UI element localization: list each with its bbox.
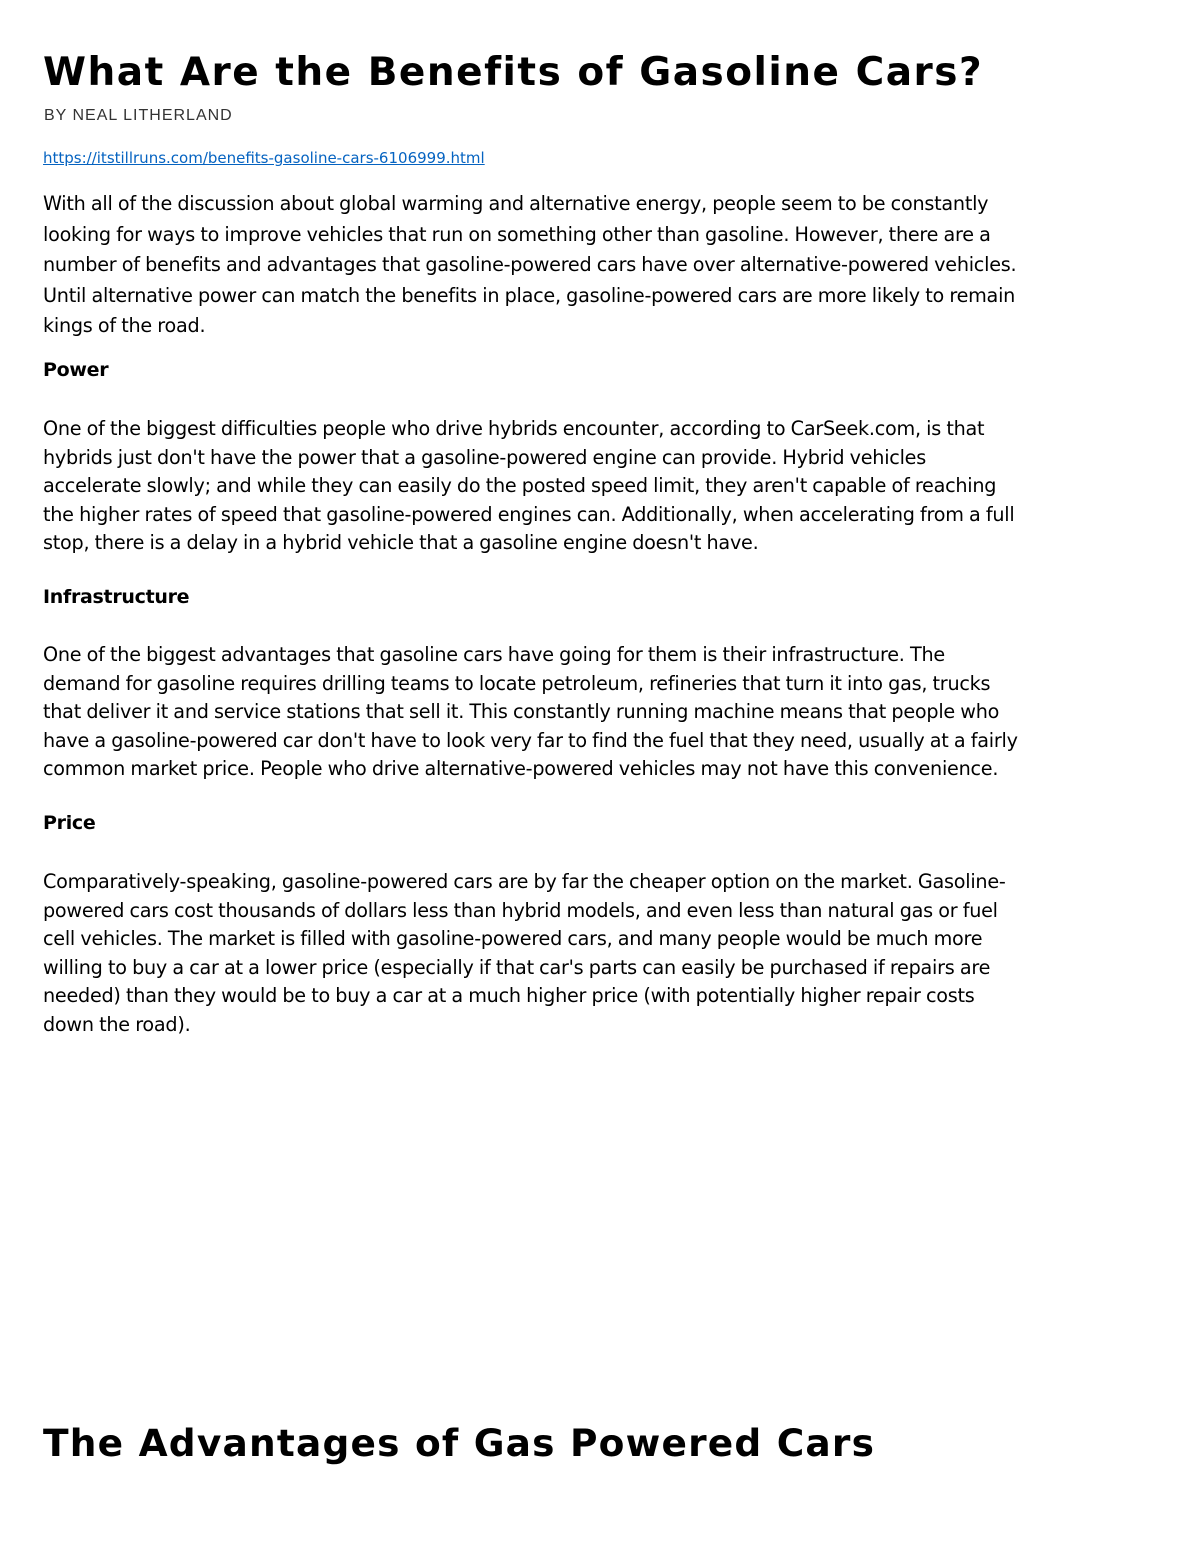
section-heading-power: Power [43, 359, 109, 381]
paragraph-line: the higher rates of speed that gasoline-powered engines can. Additionally, when accelerating from a full [43, 502, 1015, 526]
paragraph-line: cell vehicles. The market is filled with gasoline-powered cars, and many people would be much more [43, 927, 983, 950]
paragraph-line: looking for ways to improve vehicles that run on something other than gasoline. However, there are a [43, 222, 991, 246]
paragraph-line: number of benefits and advantages that gasoline-powered cars have over alternative-powered vehicles. [43, 253, 1017, 276]
article-title: What Are the Benefits of Gasoline Cars? [43, 50, 984, 95]
paragraph-line: kings of the road. [43, 314, 206, 337]
paragraph-line: One of the biggest difficulties people who drive hybrids encounter, according to CarSeek.com, is that [43, 417, 985, 440]
paragraph-line: have a gasoline-powered car don't have to look very far to find the fuel that they need, usually at a fairly [43, 728, 1018, 752]
paragraph-line: demand for gasoline requires drilling teams to locate petroleum, refineries that turn it into gas, trucks [43, 671, 991, 695]
paragraph-line: that deliver it and service stations that sell it. This constantly running machine means that people who [43, 700, 1000, 723]
paragraph-line: down the road). [43, 1012, 191, 1036]
author-byline: BY NEAL LITHERLAND [44, 107, 233, 124]
paragraph-line: common market price. People who drive alternative-powered vehicles may not have this convenience. [43, 757, 999, 780]
source-url-link[interactable]: https://itstillruns.com/benefits-gasoline-cars-6106999.html [43, 149, 485, 167]
paragraph-line: hybrids just don't have the power that a gasoline-powered engine can provide. Hybrid vehicles [43, 445, 926, 469]
next-article-title: The Advantages of Gas Powered Cars [43, 1421, 876, 1465]
paragraph-line: Until alternative power can match the benefits in place, gasoline-powered cars are more likely to remain [43, 283, 1016, 307]
section-paragraph-power [43, 415, 1014, 558]
paragraph-line: stop, there is a delay in a hybrid vehicle that a gasoline engine doesn't have. [43, 531, 759, 554]
paragraph-line: powered cars cost thousands of dollars less than hybrid models, and even less than natural gas or fuel [43, 898, 998, 922]
paragraph-line: One of the biggest advantages that gasoline cars have going for them is their infrastructure. The [43, 643, 945, 666]
paragraph-line: With all of the discussion about global warming and alternative energy, people seem to be constantly [43, 192, 989, 215]
paragraph-line: needed) than they would be to buy a car at a much higher price (with potentially higher repair costs [43, 984, 975, 1007]
section-heading-infrastructure: Infrastructure [43, 586, 190, 608]
paragraph-line: accelerate slowly; and while they can easily do the posted speed limit, they aren't capable of reaching [43, 474, 997, 497]
section-heading-price: Price [43, 812, 96, 834]
paragraph-line: willing to buy a car at a lower price (especially if that car's parts can easily be purchased if repairs are [43, 955, 991, 979]
section-paragraph-infrastructure [43, 641, 1018, 784]
section-paragraph-price [43, 868, 1006, 1039]
intro-paragraph [43, 189, 1016, 342]
paragraph-line: Comparatively-speaking, gasoline-powered cars are by far the cheaper option on the market. Gasoline- [43, 870, 1006, 893]
